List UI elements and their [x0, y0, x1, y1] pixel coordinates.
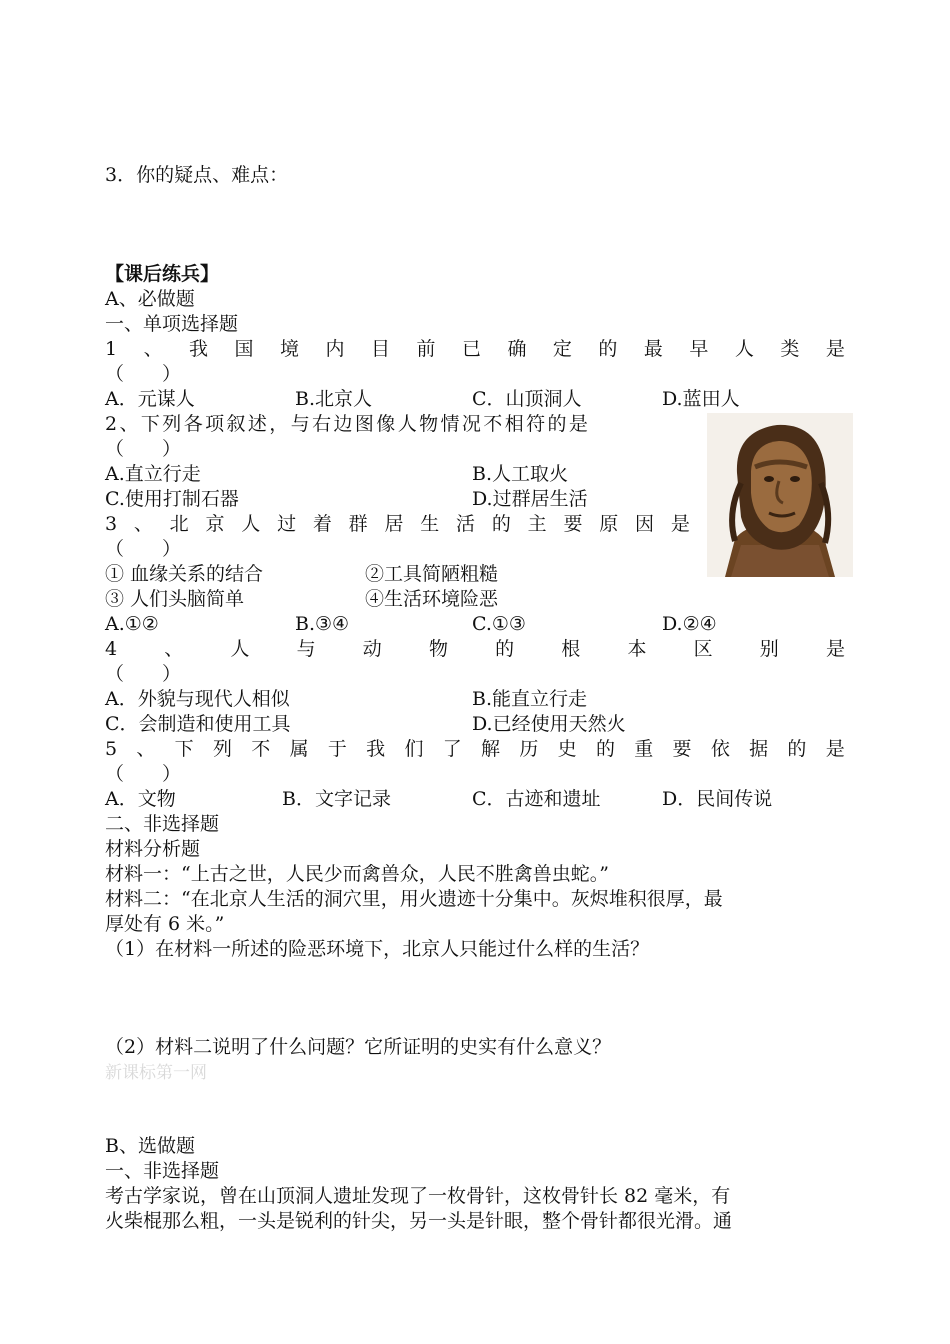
q5-stem-char: 列 [212, 738, 232, 760]
watermark: 新课标第一网 [105, 1063, 207, 1083]
q5-option-a: A．文物 [105, 788, 176, 810]
q3-item-2: ②工具简陋粗糙 [365, 563, 499, 585]
q1-stem-char: 境 [280, 338, 300, 360]
q5-paren: （ ） [105, 763, 182, 785]
q3-stem-char: 的 [491, 513, 511, 535]
q5-stem-char: 重 [634, 738, 654, 760]
q1-stem-char: 最 [643, 338, 663, 360]
material-2-line-1: 材料二：“在北京人生活的洞穴里，用火遗迹十分集中。灰烬堆积很厚，最 [105, 888, 723, 910]
q1-stem-char: 早 [689, 338, 709, 360]
q1-stem-char: 类 [780, 338, 800, 360]
q3-option-d: D.②④ [662, 613, 717, 635]
q4-stem [105, 637, 845, 661]
q1-stem-char: 内 [325, 338, 345, 360]
q2-option-c: C.使用打制石器 [105, 488, 239, 510]
q4-option-a: A．外貌与现代人相似 [105, 688, 290, 710]
q3-stem-char: 群 [348, 513, 368, 535]
q1-stem-char: 1 [105, 338, 118, 360]
q4-option-b: B.能直立行走 [472, 688, 588, 710]
q3-stem-char: 、 [133, 513, 153, 535]
q1-stem-char: 人 [734, 338, 754, 360]
b-paragraph-line-2: 火柴棍那么粗，一头是锐利的针尖，另一头是针眼，整个骨针都很光滑。通 [105, 1210, 733, 1232]
q3-stem-char: 北 [169, 513, 189, 535]
q3-stem-char: 原 [599, 513, 619, 535]
q4-stem-char: 根 [561, 638, 581, 660]
q3-stem-char: 着 [312, 513, 332, 535]
q3-stem-char: 活 [456, 513, 476, 535]
q2-option-a: A.直立行走 [105, 463, 201, 485]
q5-stem-char: 我 [366, 738, 386, 760]
q5-stem-char: 不 [251, 738, 271, 760]
q3-option-a: A.①② [105, 613, 159, 635]
q5-option-c: C．古迹和遗址 [472, 788, 601, 810]
q3-stem-char: 主 [527, 513, 547, 535]
q1-stem-char: 我 [189, 338, 209, 360]
section-heading: 【课后练兵】 [105, 263, 220, 285]
q4-stem-char: 人 [230, 638, 250, 660]
q1-stem-char: 定 [552, 338, 572, 360]
q1-stem [105, 337, 845, 361]
q3-stem-char: 3 [105, 513, 118, 535]
q1-stem-char: 、 [143, 338, 163, 360]
q5-stem-char: 的 [787, 738, 807, 760]
q3-item-3: ③ 人们头脑简单 [105, 588, 245, 610]
b-paragraph-line-1: 考古学家说，曾在山顶洞人遗址发现了一枚骨针，这枚骨针长 82 毫米，有 [105, 1185, 731, 1207]
q3-stem [105, 512, 690, 536]
question-2: （2）材料二说明了什么问题？它所证明的史实有什么意义？ [105, 1036, 612, 1058]
q1-stem-char: 确 [507, 338, 527, 360]
q1-option-d: D.蓝田人 [662, 388, 740, 410]
difficulty-prompt: 3．你的疑点、难点： [105, 164, 289, 186]
q3-stem-char: 过 [277, 513, 297, 535]
q1-paren: （ ） [105, 363, 182, 385]
q5-option-d: D．民间传说 [662, 788, 773, 810]
q3-stem-char: 生 [420, 513, 440, 535]
q5-stem-char: 属 [289, 738, 309, 760]
q4-paren: （ ） [105, 663, 182, 685]
q5-stem-char: 于 [327, 738, 347, 760]
q3-item-1: ① 血缘关系的结合 [105, 563, 264, 585]
part-b1-title: 一、非选择题 [105, 1160, 220, 1182]
q5-stem-char: 5 [105, 738, 118, 760]
q4-option-c: C．会制造和使用工具 [105, 713, 291, 735]
q1-stem-char: 前 [416, 338, 436, 360]
q1-stem-char: 是 [825, 338, 845, 360]
q5-stem-char: 解 [481, 738, 501, 760]
q4-stem-char: 本 [627, 638, 647, 660]
q5-stem-char: 下 [174, 738, 194, 760]
q5-stem-char: 、 [136, 738, 156, 760]
q1-option-a: A．元谋人 [105, 388, 195, 410]
analysis-title: 材料分析题 [105, 838, 201, 860]
q2-option-b: B.人工取火 [472, 463, 569, 485]
q5-stem-char: 了 [442, 738, 462, 760]
q3-stem-char: 人 [241, 513, 261, 535]
q3-stem-char: 要 [563, 513, 583, 535]
q5-stem-char: 依 [710, 738, 730, 760]
q1-option-c: C．山顶洞人 [472, 388, 582, 410]
section-a-title: A、必做题 [105, 288, 195, 310]
q1-stem-char: 已 [461, 338, 481, 360]
q4-stem-char: 动 [362, 638, 382, 660]
part1-title: 一、单项选择题 [105, 313, 239, 335]
q1-stem-char: 的 [598, 338, 618, 360]
question-1: （1）在材料一所述的险恶环境下，北京人只能过什么样的生活？ [105, 938, 650, 960]
q4-stem-char: 区 [693, 638, 713, 660]
q4-option-d: D.已经使用天然火 [472, 713, 626, 735]
q3-option-b: B.③④ [295, 613, 350, 635]
material-2-line-2: 厚处有 6 米。” [105, 913, 225, 935]
q1-stem-char: 国 [234, 338, 254, 360]
q5-option-b: B．文字记录 [282, 788, 391, 810]
q5-stem [105, 737, 845, 761]
q2-paren: （ ） [105, 438, 182, 460]
q4-stem-char: 4 [105, 638, 118, 660]
q4-stem-char: 的 [495, 638, 515, 660]
peking-man-bust-image [707, 413, 853, 577]
q4-stem-char: 与 [296, 638, 316, 660]
q1-stem-char: 目 [370, 338, 390, 360]
q5-stem-char: 要 [672, 738, 692, 760]
q2-option-d: D.过群居生活 [472, 488, 588, 510]
section-b-title: B、选做题 [105, 1135, 195, 1157]
q2-stem: 2、下列各项叙述，与右边图像人物情况不相符的是 [105, 413, 591, 435]
q3-paren: （ ） [105, 538, 182, 560]
q4-stem-char: 是 [825, 638, 845, 660]
q3-stem-char: 居 [384, 513, 404, 535]
q3-item-4: ④生活环境险恶 [365, 588, 499, 610]
q1-option-b: B.北京人 [295, 388, 373, 410]
q4-stem-char: 、 [164, 638, 184, 660]
q5-stem-char: 历 [519, 738, 539, 760]
q3-stem-char: 是 [670, 513, 690, 535]
q5-stem-char: 据 [749, 738, 769, 760]
q3-stem-char: 因 [635, 513, 655, 535]
q5-stem-char: 是 [825, 738, 845, 760]
q5-stem-char: 们 [404, 738, 424, 760]
q3-stem-char: 京 [205, 513, 225, 535]
q3-option-c: C.①③ [472, 613, 526, 635]
material-1: 材料一：“上古之世，人民少而禽兽众，人民不胜禽兽虫蛇。” [105, 863, 609, 885]
q4-stem-char: 物 [428, 638, 448, 660]
q5-stem-char: 的 [595, 738, 615, 760]
q4-stem-char: 别 [759, 638, 779, 660]
part2-title: 二、非选择题 [105, 813, 220, 835]
q5-stem-char: 史 [557, 738, 577, 760]
